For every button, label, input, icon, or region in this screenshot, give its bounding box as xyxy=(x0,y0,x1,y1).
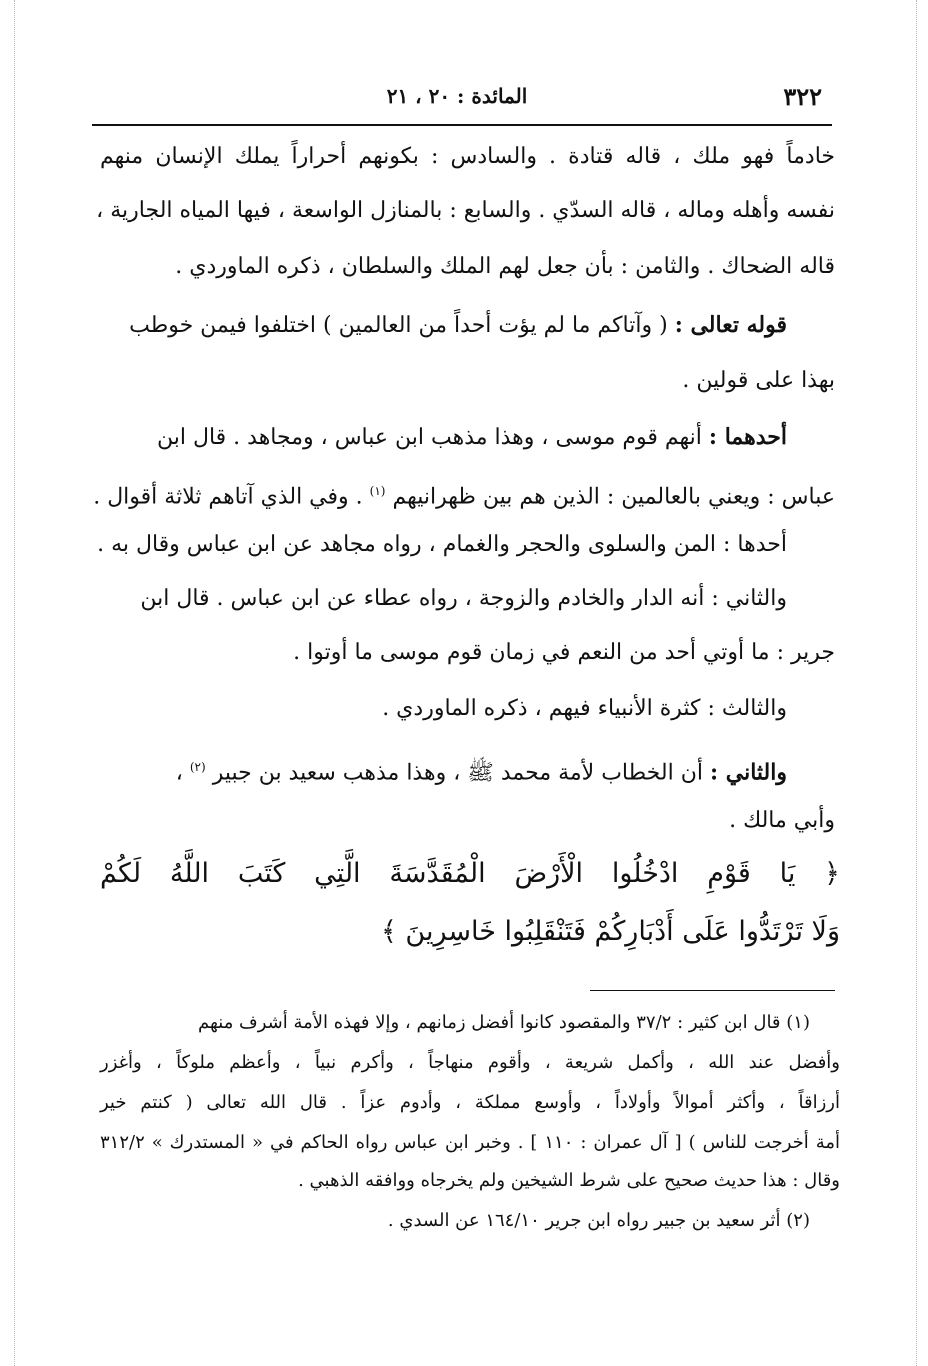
footnote-line: وأفضل عند الله ، وأكمل شريعة ، وأقوم منهاجاً ، وأكرم نبياً ، وأعظم ملوكاً ، وأغزر xyxy=(100,1052,840,1073)
text-line: جرير : ما أوتي أحد من النعم في زمان قوم موسى ما أوتوا . xyxy=(293,640,835,665)
text-line xyxy=(93,466,835,522)
text-line: نفسه وأهله وماله ، قاله السدّي . والسابع : بالمنازل الواسعة ، فيها المياه الجارية ، xyxy=(96,198,835,223)
page-header xyxy=(92,82,822,118)
footnote-marker: (١) xyxy=(369,484,386,498)
verse-line: ﴿ يَا قَوْمِ ادْخُلُوا الْأَرْضَ الْمُقَدَّسَةَ الَّتِي كَتَبَ اللَّهُ لَكُمْ xyxy=(100,858,840,889)
footnote-rule xyxy=(590,990,835,991)
section-label: قوله تعالى : xyxy=(674,312,787,338)
text-line: والثالث : كثرة الأنبياء فيهم ، ذكره الماوردي . xyxy=(382,696,787,721)
header-rule xyxy=(92,124,832,126)
text-line: بهذا على قولين . xyxy=(682,368,835,393)
running-head: المائدة : ٢٠ ، ٢١ xyxy=(386,84,528,108)
footnote-line: أمة أخرجت للناس ) [ آل عمران : ١١٠ ] . وخبر ابن عباس رواه الحاكم في « المستدرك » ٣١٢/٢ xyxy=(100,1132,840,1153)
section-label: أحدهما : xyxy=(708,424,787,450)
text-line xyxy=(157,412,787,463)
text-segment: أن الخطاب لأمة محمد ﷺ ، وهذا مذهب سعيد بن جبير xyxy=(212,760,703,786)
verse-line: وَلَا تَرْتَدُّوا عَلَى أَدْبَارِكُمْ فَتَنْقَلِبُوا خَاسِرِينَ ﴾ xyxy=(381,916,840,947)
text-line: أحدها : المن والسلوى والحجر والغمام ، رواه مجاهد عن ابن عباس وقال به . xyxy=(97,532,787,557)
page-number: ٣٢٢ xyxy=(783,82,822,111)
text-line xyxy=(176,742,787,798)
section-label: والثاني : xyxy=(709,759,787,786)
text-line: قاله الضحاك . والثامن : بأن جعل لهم الملك والسلطان ، ذكره الماوردي . xyxy=(175,254,835,279)
footnote-line: أرزاقاً ، وأكثر أموالاً وأولاداً ، وأوسع مملكة ، وأدوم عزاً . قال الله تعالى ( كنتم خير xyxy=(100,1092,840,1113)
scan-margin-line xyxy=(14,0,15,1366)
footnote-line: وقال : هذا حديث صحيح على شرط الشيخين ولم يخرجاه ووافقه الذهبي . xyxy=(298,1170,840,1191)
footnote-marker: (٢) xyxy=(189,760,206,774)
text-segment: . وفي الذي آتاهم ثلاثة أقوال . xyxy=(93,484,363,510)
text-line xyxy=(129,300,787,351)
text-line: خادماً فهو ملك ، قاله قتادة . والسادس : بكونهم أحراراً يملك الإنسان منهم xyxy=(100,144,835,169)
text-segment: أنهم قوم موسى ، وهذا مذهب ابن عباس ، ومجاهد . قال ابن xyxy=(156,425,702,450)
footnote-line: (٢) أثر سعيد بن جبير رواه ابن جرير ١٦٤/١٠ عن السدي . xyxy=(387,1210,810,1231)
text-line: وأبي مالك . xyxy=(729,808,835,833)
text-line: والثاني : أنه الدار والخادم والزوجة ، رواه عطاء عن ابن عباس . قال ابن xyxy=(140,586,787,611)
text-segment: عباس : ويعني بالعالمين : الذين هم بين ظهرانيهم xyxy=(392,484,835,510)
scan-margin-line xyxy=(916,0,917,1366)
text-segment: ، xyxy=(175,760,183,786)
footnote-line: (١) قال ابن كثير : ٣٧/٢ والمقصود كانوا أفضل زمانهم ، وإلا فهذه الأمة أشرف منهم xyxy=(197,1012,810,1033)
text-segment: ( وآتاكم ما لم يؤت أحداً من العالمين ) اختلفوا فيمن خوطب xyxy=(129,313,668,338)
